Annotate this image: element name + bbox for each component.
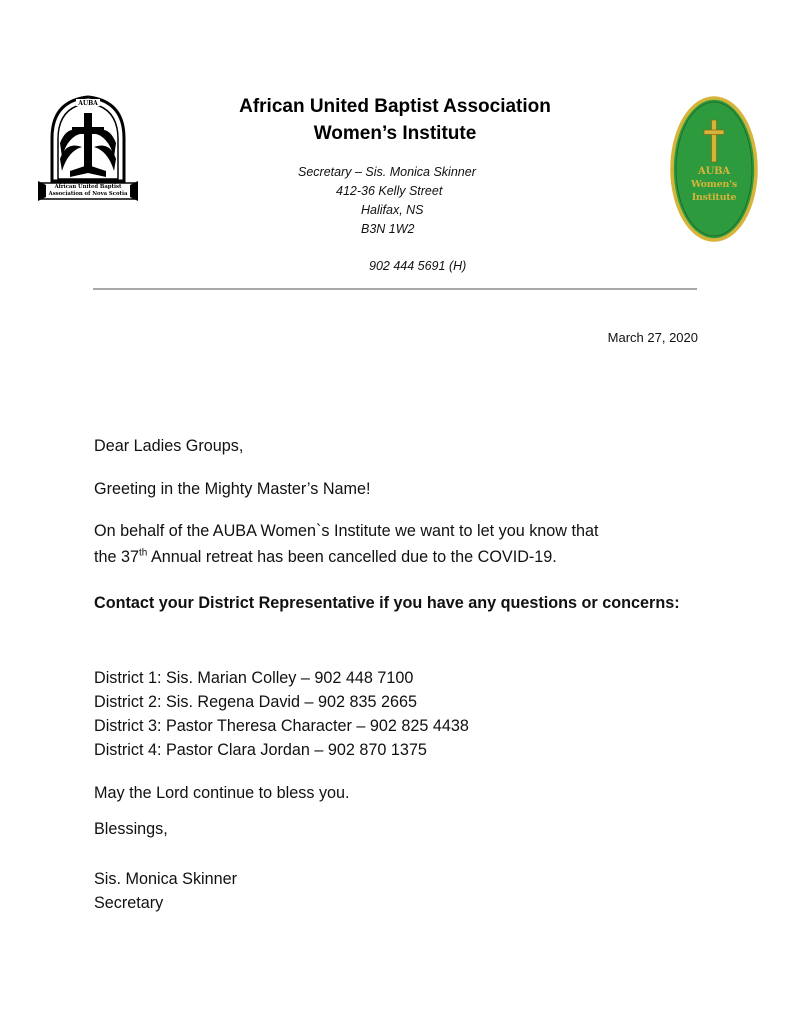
paragraph-line1: On behalf of the AUBA Women`s Institute we want to let you know that: [94, 522, 599, 540]
svg-text:AUBA: AUBA: [78, 100, 98, 107]
org-name-line2: Women’s Institute: [313, 123, 477, 144]
letter-date: March 27, 2020: [607, 330, 698, 345]
auba-nova-scotia-logo: [38, 93, 138, 208]
womens-institute-logo: [670, 96, 758, 242]
district-item: District 2: Sis. Regena David – 902 835 2665: [94, 693, 418, 711]
secretary-line: Secretary – Sis. Monica Skinner: [298, 165, 476, 179]
ordinal-suffix: th: [139, 547, 148, 559]
logo-caption-line1: African United Baptist: [54, 184, 122, 190]
district-item: District 1: Sis. Marian Colley – 902 448 7100: [94, 669, 414, 687]
paragraph-line2-end: Annual retreat has been cancelled due to the COVID-19.: [147, 548, 557, 566]
signature-block: [94, 867, 699, 915]
greeting: Greeting in the Mighty Master’s Name!: [94, 480, 371, 498]
signature-name: Sis. Monica Skinner: [94, 870, 238, 888]
district-item: District 4: Pastor Clara Jordan – 902 870 1375: [94, 741, 427, 759]
phone-number: 902 444 5691 (H): [369, 259, 467, 273]
org-name-line1: African United Baptist Association: [239, 96, 551, 117]
street-address: 412-36 Kelly Street: [336, 184, 443, 198]
city-province: Halifax, NS: [361, 203, 424, 217]
signoff: Blessings,: [94, 820, 168, 838]
header-divider: [93, 288, 697, 290]
contact-heading: Contact your District Representative if you have any questions or concerns:: [94, 594, 680, 612]
closing-blessing: May the Lord continue to bless you.: [94, 784, 350, 802]
logo-caption-line2: Association of Nova Scotia: [48, 190, 128, 197]
womens-logo-line2: Women's Institute: [690, 179, 738, 203]
womens-logo-line1: AUBA: [698, 166, 730, 177]
signature-title: Secretary: [94, 894, 164, 912]
salutation: Dear Ladies Groups,: [94, 437, 244, 455]
postal-code: B3N 1W2: [361, 222, 415, 236]
paragraph-announcement: [94, 518, 699, 570]
district-item: District 3: Pastor Theresa Character – 902 825 4438: [94, 717, 469, 735]
district-list: [94, 666, 699, 762]
paragraph-line2-start: the 37: [94, 548, 140, 566]
paragraph-line2: [94, 544, 699, 570]
